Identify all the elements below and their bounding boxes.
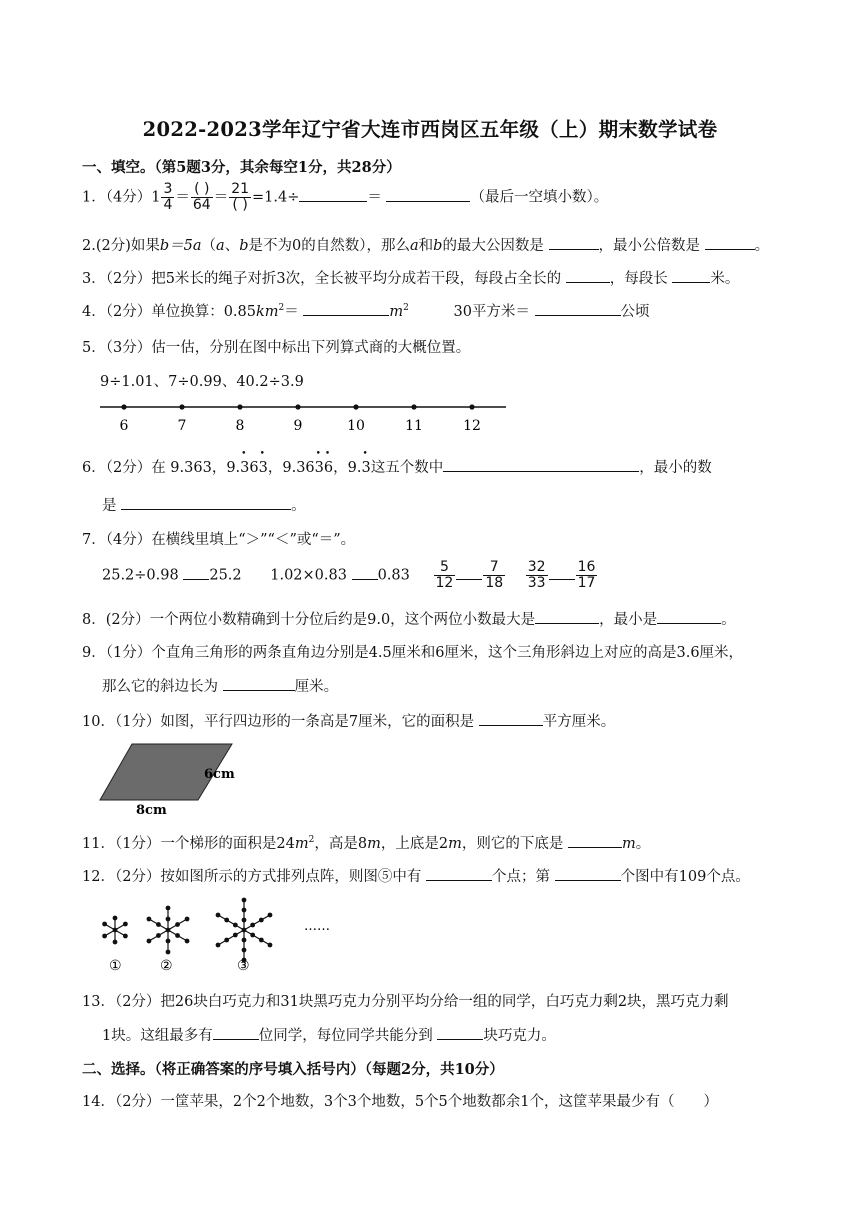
fraction: $\frac{7}{18}$ <box>485 559 504 591</box>
question-4: 4．（2分）单位换算：$0.85km^2= m^2$ 30平方米＝ 公顷 <box>82 300 650 321</box>
answer-blank[interactable] <box>426 866 492 881</box>
section-choice-heading: 二、选择。（将正确答案的序号填入括号内）（每题2分，共10分） <box>82 1061 504 1078</box>
figure-label-2: ② <box>160 958 173 974</box>
answer-blank[interactable] <box>303 301 389 316</box>
dot-figure-1 <box>102 916 128 945</box>
fraction: $\frac{3}{4}$ <box>163 181 173 213</box>
answer-blank[interactable] <box>672 268 710 283</box>
answer-blank[interactable] <box>299 187 367 202</box>
answer-blank[interactable] <box>549 235 599 250</box>
figure-label-1: ① <box>109 958 122 974</box>
question-3: 3．（2分）把5米长的绳子对折3次，全长被平均分成若干段，每段占全长的 ，每段长 米。 <box>82 267 739 288</box>
number-line-point <box>237 404 242 409</box>
parallelogram-figure <box>98 740 248 816</box>
answer-blank[interactable] <box>437 1025 483 1040</box>
question-2: 2.(2分)如果b＝5a（a、b是不为0的自然数），那么a和b的最大公因数是 ，最小公倍数是 。 <box>82 234 769 255</box>
answer-blank[interactable] <box>443 457 639 472</box>
answer-blank[interactable] <box>657 609 721 624</box>
question-7-items: 25.2÷0.98 25.2 1.02×0.83 0.83 $\frac{5}{12}$ $\frac{7}{18}$ $\frac{32}{33}$ $\frac{16}{17}$ <box>102 559 596 591</box>
figure-label-3: ③ <box>237 958 250 974</box>
section-fill-blank-heading: 一、填空。（第5题3分，其余每空1分，共28分） <box>82 159 401 176</box>
answer-blank[interactable] <box>555 866 621 881</box>
number-line-point <box>411 404 416 409</box>
fraction: $\frac{32}{33}$ <box>527 559 546 591</box>
expressions: 9÷1.01、7÷0.99、40.2÷3.9 <box>100 374 304 390</box>
question-11: 11．（1分）一个梯形的面积是$24m^2$，高是8m，上底是2m，则它的下底是 m。 <box>82 832 650 853</box>
fraction: $\frac{16}{17}$ <box>577 559 596 591</box>
base-label: 8cm <box>136 803 167 816</box>
answer-blank[interactable] <box>705 235 755 250</box>
answer-blank[interactable] <box>456 565 482 580</box>
dot-figure-3 <box>216 898 273 963</box>
answer-blank[interactable] <box>352 565 378 580</box>
answer-blank[interactable] <box>183 565 209 580</box>
question-7: 7．（4分）在横线里填上“＞”“＜”或“＝”。 <box>82 532 356 548</box>
dot-pattern-figure <box>98 892 338 976</box>
answer-blank[interactable] <box>549 565 575 580</box>
number-line-point <box>469 404 474 409</box>
number-line-label: 7 <box>177 418 187 434</box>
question-13: 13．（2分）把26块白巧克力和31块黑巧克力分别平均分给一组的同学，白巧克力剩2块，黑巧克力剩 <box>82 994 729 1010</box>
ellipsis: …… <box>304 919 330 934</box>
question-13-line2: 1块。这组最多有 位同学，每位同学共能分到 块巧克力。 <box>102 1024 556 1045</box>
answer-blank[interactable] <box>566 268 610 283</box>
fraction: $\frac{5}{12}$ <box>435 559 454 591</box>
number-line-label: 10 <box>347 418 365 434</box>
answer-blank[interactable] <box>535 301 621 316</box>
answer-blank[interactable] <box>121 495 291 510</box>
side-label: 6cm <box>204 767 235 782</box>
answer-blank[interactable] <box>386 187 470 202</box>
question-8: 8．(2分）一个两位小数精确到十分位后约是9.0，这个两位小数最大是 ，最小是 。 <box>82 608 736 629</box>
exam-title: 2022-2023学年辽宁省大连市西岗区五年级（上）期末数学试卷 <box>142 118 718 141</box>
answer-blank[interactable] <box>568 833 622 848</box>
dot-figure-2 <box>147 906 190 955</box>
question-6: 6．（2分）在 9.363，9.• 36• 3，9.36• 3• 6，9.• 3这五个数中 ，最小的数 <box>82 456 712 477</box>
number-line-point <box>121 404 126 409</box>
number-line-label: 9 <box>293 418 303 434</box>
question-9: 9．（1分）个直角三角形的两条直角边分别是4.5厘米和6厘米，这个三角形斜边上对应的高是3.6厘米， <box>82 645 744 661</box>
number-line-label: 6 <box>119 418 129 434</box>
question-5: 5．（3分）估一估，分别在图中标出下列算式商的大概位置。 <box>82 340 471 356</box>
fraction: $\frac{( )}{64}$ <box>192 181 211 213</box>
question-12: 12．（2分）按如图所示的方式排列点阵，则图⑤中有 个点；第 个图中有109个点。 <box>82 865 750 886</box>
answer-blank[interactable] <box>479 711 543 726</box>
number-line-point <box>353 404 358 409</box>
question-10: 10．（1分）如图，平行四边形的一条高是7厘米，它的面积是 平方厘米。 <box>82 710 615 731</box>
number-line-label: 11 <box>405 418 423 434</box>
number-line-point <box>179 404 184 409</box>
answer-blank[interactable] <box>223 676 295 691</box>
question-6-line2: 是 。 <box>102 494 306 515</box>
number-line-label: 12 <box>463 418 481 434</box>
number-line <box>96 396 516 438</box>
answer-blank[interactable] <box>213 1025 259 1040</box>
question-9-line2: 那么它的斜边长为 厘米。 <box>102 675 338 696</box>
number-line-point <box>295 404 300 409</box>
answer-blank[interactable] <box>535 609 599 624</box>
fraction: $\frac{21}{( )}$ <box>231 181 250 213</box>
question-14: 14．（2分）一筐苹果，2个2个地数，3个3个地数，5个5个地数都余1个，这筐苹果最少有（ ） <box>82 1094 718 1110</box>
number-line-label: 8 <box>235 418 245 434</box>
question-1: 1．（4分）1 $\frac{3}{4}$ ＝ $\frac{( )}{64}$ ＝ $\frac{21}{( )}$ =1.4÷ ＝ （最后一空填小数）。 <box>82 181 609 213</box>
